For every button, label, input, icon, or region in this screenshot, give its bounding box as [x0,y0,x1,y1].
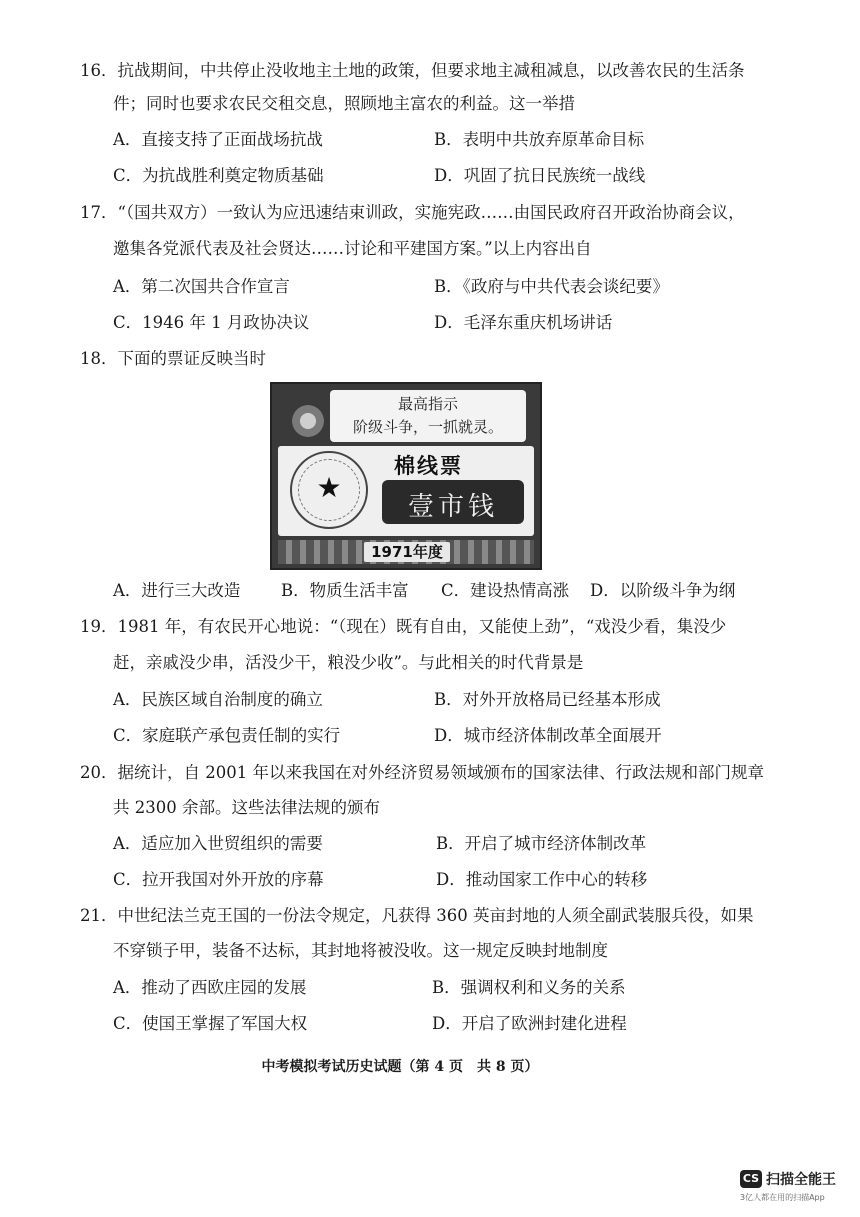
ticket-body [278,446,534,536]
q20-number: 20． [80,763,118,782]
q20-option-a: A．适应加入世贸组织的需要 [113,834,323,853]
ticket-year: 1971年度 [371,543,443,561]
q20-option-b: B．开启了城市经济体制改革 [436,834,647,853]
ticket-year-box [364,542,450,562]
ticket-title: 棉线票 [394,454,463,478]
scanner-logo-icon: CS [740,1170,762,1188]
q18-option-d: D．以阶级斗争为纲 [590,581,736,600]
scanner-app-name: 扫描全能王 [766,1172,836,1188]
q21-line2: 不穿锁子甲，装备不达标，其封地将被没收。这一规定反映封地制度 [113,941,608,960]
q18-option-b: B．物质生活丰富 [281,581,409,600]
q20-line2: 共 2300 余部。这些法律法规的颁布 [113,798,380,817]
q16-option-c: C．为抗战胜利奠定物质基础 [113,166,324,185]
q21-line1: 21．中世纪法兰克王国的一份法令规定，凡获得 360 英亩封地的人须全副武装服兵役，如果 [80,906,754,925]
q17-option-c: C．1946 年 1 月政协决议 [113,313,310,332]
q21-option-d: D．开启了欧洲封建化进程 [432,1014,627,1033]
scanner-watermark [740,1168,852,1208]
q19-option-b: B．对外开放格局已经基本形成 [434,690,661,709]
q18-number: 18． [80,349,118,368]
q19-line1: 19．1981 年，有农民开心地说：“（现在）既有自由，又能使上劲”，“戏没少看，集没少 [80,617,727,636]
page-footer: 中考模拟考试历史试题（第 4 页 共 8 页） [261,1059,539,1075]
q18-option-a: A．进行三大改造 [113,581,241,600]
q19-option-d: D．城市经济体制改革全面展开 [434,726,662,745]
ticket-banner-line2: 阶级斗争，一抓就灵。 [352,418,503,436]
official-seal [290,451,368,529]
ticket-bottom-border [278,540,534,564]
q16-option-d: D．巩固了抗日民族统一战线 [434,166,646,185]
q20-option-d: D．推动国家工作中心的转移 [436,870,648,889]
ticket-value-box [382,480,524,524]
q17-option-d: D．毛泽东重庆机场讲话 [434,313,613,332]
q17-line1: 17．“（国共双方）一致认为应迅速结束训政，实施宪政……由国民政府召开政治协商会议， [80,203,745,222]
q16-line1: 16．抗战期间，中共停止没收地主土地的政策，但要求地主减租减息，以改善农民的生活条 [80,61,745,80]
q17-number: 17． [80,203,118,222]
q19-line2: 赶，亲戚没少串，活没少干，粮没少收”。与此相关的时代背景是 [113,653,584,672]
q21-number: 21． [80,906,118,925]
q21-option-c: C．使国王掌握了军国大权 [113,1014,308,1033]
q16-number: 16． [80,61,118,80]
q19-option-c: C．家庭联产承包责任制的实行 [113,726,341,745]
q17-option-b: B．《政府与中共代表会谈纪要》 [434,277,669,296]
ticket-value: 壹市钱 [407,492,498,522]
ticket-banner-line1: 最高指示 [397,395,458,413]
q16-option-a: A．直接支持了正面战场抗战 [113,130,323,149]
q17-option-a: A．第二次国共合作宣言 [113,277,290,296]
q17-line2: 邀集各党派代表及社会贤达……讨论和平建国方案。”以上内容出自 [113,239,592,258]
q16-option-b: B．表明中共放弃原革命目标 [434,130,645,149]
ticket-banner [330,390,526,442]
scanner-tagline: 3亿人都在用的扫描App [740,1193,825,1202]
q18-option-c: C．建设热情高涨 [441,581,570,600]
q21-option-a: A．推动了西欧庄园的发展 [113,978,307,997]
q16-line2: 件；同时也要求农民交租交息，照顾地主富农的利益。这一举措 [113,94,575,113]
flower-decoration-icon [288,404,328,438]
ration-ticket-image [270,382,542,570]
q20-line1: 20．据统计，自 2001 年以来我国在对外经济贸易领域颁布的国家法律、行政法规和部门规章 [80,763,764,782]
q19-option-a: A．民族区域自治制度的确立 [113,690,323,709]
q21-option-b: B．强调权利和义务的关系 [432,978,626,997]
q20-option-c: C．拉开我国对外开放的序幕 [113,870,324,889]
q18-line1: 18．下面的票证反映当时 [80,349,266,368]
q19-number: 19． [80,617,118,636]
seal-star-icon: ★ [316,471,342,504]
